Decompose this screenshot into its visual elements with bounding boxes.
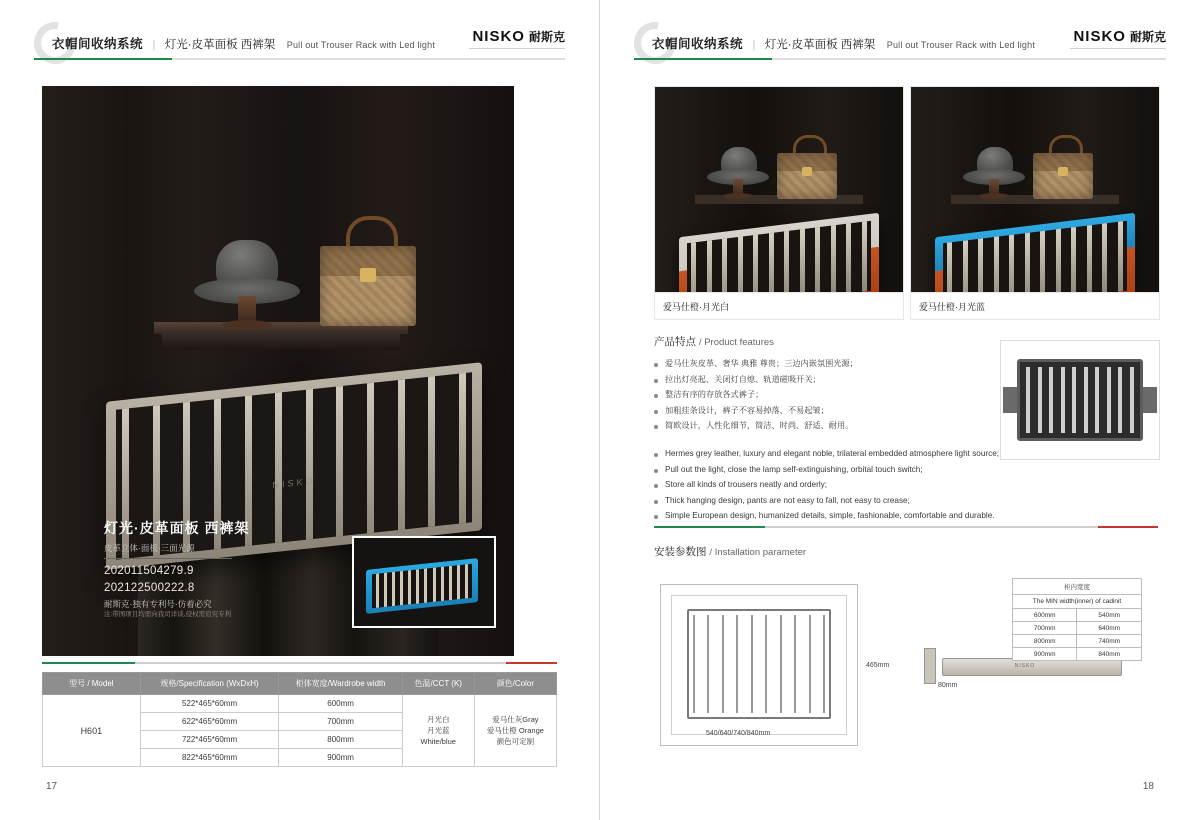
cell-spec-3: 822*465*60mm <box>140 749 279 767</box>
patent-line-3: 耐斯克·独有专利号·仿着必究 <box>104 598 212 609</box>
th-model: 型号 / Model <box>43 673 141 695</box>
brand-underline <box>1070 48 1166 49</box>
table-topline-red <box>506 662 558 664</box>
section-divider <box>654 526 1158 528</box>
header-subtitle-en: Pull out Trouser Rack with Led light <box>886 40 1036 50</box>
cab-cell-2-1: 740mm <box>1077 635 1142 648</box>
hero-caption: 灯光·皮革面板 西裤架 <box>104 520 250 536</box>
cab-cell-3-0: 900mm <box>1013 648 1077 661</box>
feature-cn-2: 整洁有序的存放各式裤子； <box>654 387 858 403</box>
hat-base <box>979 193 1009 199</box>
feature-cn-4: 简欧设计，人性化细节，简洁、时尚、舒适、耐用。 <box>654 418 858 434</box>
features-title-en: / Product features <box>698 337 774 348</box>
patent-line-2: 202122500222.8 <box>104 582 195 595</box>
inset-photo <box>352 536 496 628</box>
cell-spec-0: 522*465*60mm <box>140 695 279 713</box>
cell-spec-1: 622*465*60mm <box>140 713 279 731</box>
cab-title-en: The MIN width(inner) of cadinit <box>1013 595 1142 609</box>
header-rule <box>634 58 1166 60</box>
features-section-title <box>654 334 774 349</box>
cab-cell-0-0: 600mm <box>1013 609 1077 622</box>
left-page-header <box>34 22 565 68</box>
product-arm-right <box>1143 387 1157 413</box>
header-separator: | <box>152 39 156 51</box>
header-rule <box>34 58 565 60</box>
cab-cell-1-0: 700mm <box>1013 622 1077 635</box>
cell-width-0: 600mm <box>279 695 402 713</box>
table-row <box>1013 635 1142 648</box>
th-width: 柜体宽度/Wardrobe width <box>279 673 402 695</box>
cab-cell-3-1: 840mm <box>1077 648 1142 661</box>
features-title-cn: 产品特点 <box>654 336 696 348</box>
cabinet-width-table-wrap <box>1012 578 1142 661</box>
page-number-left: 17 <box>46 781 58 792</box>
cabinet-width-table <box>1012 578 1142 661</box>
installation-front-drawing <box>660 584 858 746</box>
brand-logo <box>1070 28 1166 49</box>
patent-block <box>104 542 232 620</box>
hat-prop <box>963 143 1025 197</box>
right-page-header <box>634 22 1166 68</box>
hat-prop <box>707 143 769 197</box>
cab-cell-0-1: 540mm <box>1077 609 1142 622</box>
header-rule-accent <box>634 58 772 60</box>
handbag-prop <box>1033 135 1093 199</box>
dim-height: 465mm <box>866 662 890 669</box>
feature-en-1: Pull out the light, close the lamp self-extinguishing, orbital touch switch; <box>654 462 999 478</box>
cell-cct <box>402 695 474 767</box>
handbag-lock-icon <box>802 167 812 176</box>
feature-cn-1: 拉出灯亮起、关闭灯自熄、轨道磁吸开关； <box>654 372 858 388</box>
photo-caption-0: 爱马仕橙·月光白 <box>655 292 903 319</box>
header-subtitle-cn: 灯光·皮革面板 西裤架 <box>164 39 276 51</box>
install-title-cn: 安装参数图 <box>654 546 707 558</box>
cct-1: 月光蓝 <box>427 725 450 735</box>
handbag-prop <box>320 216 416 326</box>
table-topline <box>42 662 557 664</box>
brand-logo <box>469 28 565 49</box>
photo-orange-white <box>654 86 904 320</box>
product-line-drawing <box>1000 340 1160 460</box>
feature-en-2: Store all kinds of trousers neatly and orderly; <box>654 477 999 493</box>
handbag-lock-icon <box>360 268 376 282</box>
hat-base <box>723 193 753 199</box>
header-subtitle-cn: 灯光·皮革面板 西裤架 <box>764 39 876 51</box>
spec-table-wrap <box>42 662 557 767</box>
photo-orange-blue <box>910 86 1160 320</box>
photo-caption-1: 爱马仕橙·月光蓝 <box>911 292 1159 319</box>
table-topline-green <box>42 662 135 664</box>
brand-name-cn: 耐斯克 <box>528 30 565 44</box>
table-row <box>1013 648 1142 661</box>
drawing-bars <box>693 615 825 713</box>
divider-green <box>654 526 765 528</box>
feature-en-3: Thick hanging design, pants are not easy to fall, not easy to crease; <box>654 493 999 509</box>
table-row <box>1013 622 1142 635</box>
specification-table <box>42 672 557 767</box>
cell-spec-2: 722*465*60mm <box>140 731 279 749</box>
handbag-lock-icon <box>1058 167 1068 176</box>
install-title-en: / Installation parameter <box>709 547 807 558</box>
table-row <box>43 695 557 713</box>
rack-watermark: NISKO <box>272 475 316 491</box>
inset-rack-bars <box>372 564 472 609</box>
product-bars <box>1026 367 1134 433</box>
patent-line-4: 注:带图项目均需向我司详谈,侵权需追究专利 <box>104 611 232 619</box>
cab-cell-1-1: 640mm <box>1077 622 1142 635</box>
patent-divider <box>104 558 232 559</box>
cell-width-3: 900mm <box>279 749 402 767</box>
color-2: 颜色可定制 <box>496 737 535 747</box>
inset-rack <box>366 558 478 614</box>
brand-name-cn: 耐斯克 <box>1129 30 1166 44</box>
table-row <box>1013 609 1142 622</box>
product-arm-left <box>1003 387 1017 413</box>
feature-cn-3: 加粗挂条设计，裤子不容易掉落、不易起皱； <box>654 403 858 419</box>
cell-color <box>474 695 556 767</box>
dim-width: 540/640/740/840mm <box>706 730 771 737</box>
cell-width-1: 700mm <box>279 713 402 731</box>
cct-2: White/blue <box>420 737 456 747</box>
divider-red <box>1098 526 1158 528</box>
feature-cn-0: 爱马仕灰皮革、奢华 典雅 尊贵；三边内嵌氛围光源； <box>654 356 858 372</box>
cct-0: 月光白 <box>427 714 450 724</box>
shelf <box>162 332 400 350</box>
cab-title-cn: 柜内宽度 <box>1013 579 1142 595</box>
install-section-title <box>654 544 806 559</box>
hero-photo <box>42 86 514 656</box>
header-title-cn: 衣帽间收纳系统 <box>52 37 144 51</box>
header-title-cn: 衣帽间收纳系统 <box>652 37 744 51</box>
header-titles <box>52 34 435 53</box>
hat-base <box>222 320 272 330</box>
cab-subtitle-row <box>1013 595 1142 609</box>
header-rule-accent <box>34 58 172 60</box>
features-list-cn <box>654 356 858 434</box>
patent-line-1: 202011504279.9 <box>104 565 194 577</box>
brand-name-en: NISKO <box>1073 28 1126 45</box>
features-list-en <box>654 446 999 524</box>
cab-title-row <box>1013 579 1142 595</box>
header-subtitle-en: Pull out Trouser Rack with Led light <box>286 40 436 50</box>
feature-en-0: Hermes grey leather, luxury and elegant noble, trilateral embedded atmosphere light source; <box>654 446 999 462</box>
brand-name-en: NISKO <box>472 28 525 45</box>
patent-line-0: 皮革立体·面板·三面光源 <box>104 543 195 554</box>
product-frame <box>1017 359 1143 441</box>
inset-rack-inner <box>372 564 472 609</box>
th-cct: 色温/CCT (K) <box>402 673 474 695</box>
dim-depth: 80mm <box>938 682 958 689</box>
color-0: 爱马仕灰Gray <box>492 714 539 724</box>
side-watermark: NISKO <box>1014 663 1036 669</box>
th-spec: 规格/Specification (WxDxH) <box>140 673 279 695</box>
side-end-cap <box>924 648 936 684</box>
table-header-row <box>43 673 557 695</box>
header-separator: | <box>752 39 756 51</box>
cell-model: H601 <box>43 695 141 767</box>
cell-width-2: 800mm <box>279 731 402 749</box>
page-number-right: 18 <box>1142 781 1154 792</box>
feature-en-4: Simple European design, humanized details, simple, fashionable, comfortable and durable. <box>654 508 999 524</box>
hat-prop <box>194 234 300 326</box>
header-titles <box>652 34 1035 53</box>
th-color: 颜色/Color <box>474 673 556 695</box>
cab-cell-2-0: 800mm <box>1013 635 1077 648</box>
color-1: 爱马仕橙 Orange <box>486 725 544 735</box>
handbag-prop <box>777 135 837 199</box>
brand-underline <box>469 48 565 49</box>
